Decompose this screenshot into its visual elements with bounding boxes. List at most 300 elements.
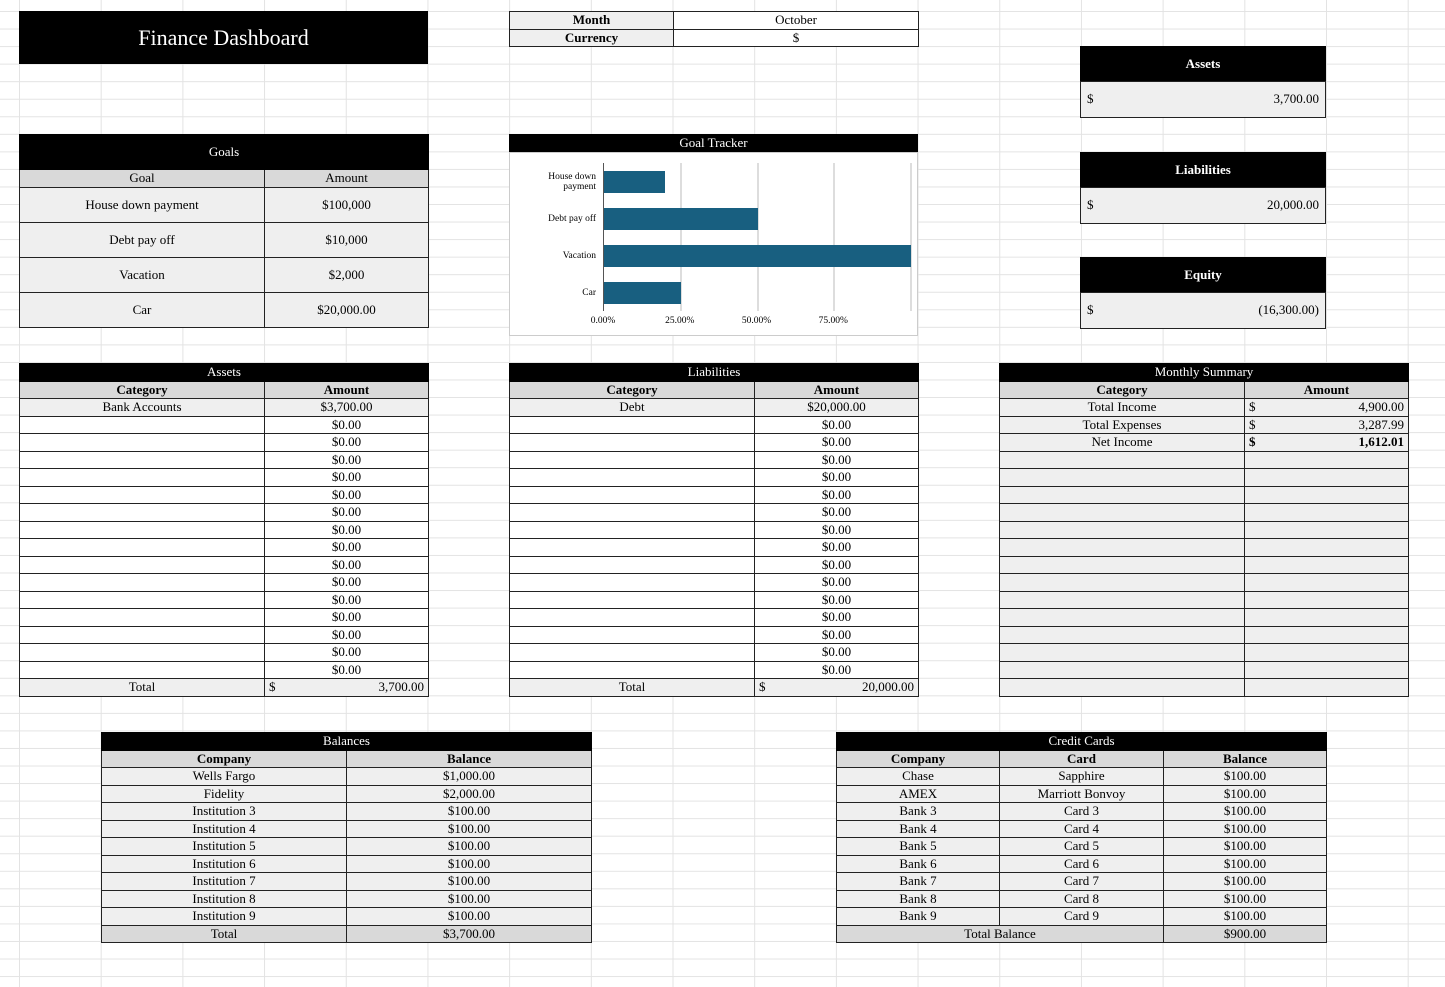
table-row [20, 504, 429, 522]
currency-symbol: $ [1249, 434, 1256, 450]
goal-row [20, 187, 429, 222]
summary-row [1000, 661, 1409, 679]
company-cell[interactable]: Bank 6 [837, 855, 1000, 873]
chart-x-tick: 25.00% [665, 316, 695, 326]
balances-col-balance: Balance [347, 750, 592, 768]
balance-row [102, 855, 592, 873]
cc-total-value[interactable]: $900.00 [1164, 925, 1327, 943]
credit-card-row [837, 820, 1327, 838]
category-cell[interactable] [510, 644, 755, 662]
assets-col-category: Category [20, 381, 265, 399]
summary-category-cell[interactable] [1000, 644, 1245, 662]
goal-amount-cell[interactable]: $20,000.00 [265, 292, 429, 327]
summary-row [1000, 399, 1409, 417]
chart-x-tick: 75.00% [818, 316, 848, 326]
summary-row [1000, 539, 1409, 557]
balance-cell[interactable]: $100.00 [1164, 820, 1327, 838]
category-cell[interactable] [20, 661, 265, 679]
balance-row [102, 873, 592, 891]
summary-amount-cell[interactable] [1245, 679, 1409, 697]
table-row [510, 556, 919, 574]
balance-cell[interactable]: $100.00 [1164, 890, 1327, 908]
card-cell[interactable]: Marriott Bonvoy [1000, 785, 1164, 803]
category-cell[interactable] [20, 416, 265, 434]
summary-category-cell[interactable] [1000, 679, 1245, 697]
summary-amount-cell[interactable] [1245, 504, 1409, 522]
amount-cell[interactable]: $0.00 [265, 591, 429, 609]
amount-cell[interactable]: $0.00 [755, 609, 919, 627]
summary-row [1000, 521, 1409, 539]
goal-row [20, 222, 429, 257]
company-cell[interactable]: Bank 7 [837, 873, 1000, 891]
amount-cell[interactable]: $0.00 [755, 591, 919, 609]
table-row [510, 469, 919, 487]
goal-amount-cell[interactable]: $100,000 [265, 187, 429, 222]
category-cell[interactable] [20, 504, 265, 522]
company-cell[interactable]: Institution 7 [102, 873, 347, 891]
balance-row [102, 908, 592, 926]
cc-col-card: Card [1000, 750, 1164, 768]
chart-x-tick: 0.00% [590, 316, 616, 326]
category-cell[interactable] [20, 609, 265, 627]
category-cell[interactable] [510, 434, 755, 452]
summary-category-cell[interactable]: Total Expenses [1000, 416, 1245, 434]
summary-category-cell[interactable] [1000, 626, 1245, 644]
category-cell[interactable] [510, 661, 755, 679]
table-row [20, 626, 429, 644]
currency-symbol: $ [269, 679, 276, 695]
amount-cell[interactable]: $0.00 [265, 556, 429, 574]
kpi-equity-value-cell[interactable] [1080, 292, 1326, 329]
card-cell[interactable]: Card 3 [1000, 803, 1164, 821]
balance-cell[interactable]: $100.00 [1164, 838, 1327, 856]
chart-category-label: Car [582, 287, 596, 298]
balance-row [102, 838, 592, 856]
category-cell[interactable]: Bank Accounts [20, 399, 265, 417]
company-cell[interactable]: Institution 9 [102, 908, 347, 926]
balance-cell[interactable]: $1,000.00 [347, 768, 592, 786]
company-cell[interactable]: Wells Fargo [102, 768, 347, 786]
category-cell[interactable] [510, 521, 755, 539]
table-row [20, 539, 429, 557]
amount-cell[interactable]: $0.00 [755, 574, 919, 592]
category-cell[interactable] [20, 521, 265, 539]
category-cell[interactable] [20, 469, 265, 487]
table-row [20, 434, 429, 452]
goal-row [20, 292, 429, 327]
chart-category-label: Vacation [562, 250, 596, 261]
kpi-assets-value-cell[interactable] [1080, 81, 1326, 118]
summary-amount-cell[interactable] [1245, 521, 1409, 539]
category-cell[interactable] [20, 591, 265, 609]
goal-progress-bar[interactable] [604, 171, 665, 193]
amount-cell[interactable]: $0.00 [755, 521, 919, 539]
table-row [20, 574, 429, 592]
table-row [510, 644, 919, 662]
card-cell[interactable]: Card 6 [1000, 855, 1164, 873]
summary-category-cell[interactable] [1000, 661, 1245, 679]
liabilities-table [509, 363, 919, 697]
balance-cell[interactable]: $100.00 [1164, 785, 1327, 803]
liabilities-total-value: 20,000.00 [862, 679, 914, 695]
table-row [20, 486, 429, 504]
category-cell[interactable] [20, 434, 265, 452]
amount-cell[interactable]: $0.00 [265, 644, 429, 662]
summary-row [1000, 609, 1409, 627]
balance-cell[interactable]: $100.00 [1164, 873, 1327, 891]
summary-row [1000, 591, 1409, 609]
goal-progress-bar[interactable] [604, 282, 681, 304]
chart-gridline [833, 163, 835, 311]
summary-row [1000, 679, 1409, 697]
amount-cell[interactable]: $0.00 [755, 626, 919, 644]
amount-cell[interactable]: $0.00 [755, 469, 919, 487]
card-cell[interactable]: Card 4 [1000, 820, 1164, 838]
table-row [20, 661, 429, 679]
amount-cell[interactable]: $0.00 [755, 644, 919, 662]
balance-cell[interactable]: $100.00 [347, 803, 592, 821]
amount-cell[interactable]: $0.00 [755, 661, 919, 679]
summary-category-cell[interactable] [1000, 591, 1245, 609]
table-row [20, 521, 429, 539]
goal-row [20, 257, 429, 292]
assets-table [19, 363, 429, 697]
category-cell[interactable] [20, 451, 265, 469]
summary-amount-cell[interactable] [1245, 661, 1409, 679]
table-row [510, 539, 919, 557]
kpi-assets-value: 3,700.00 [1273, 91, 1319, 106]
category-cell[interactable] [20, 486, 265, 504]
card-cell[interactable]: Card 7 [1000, 873, 1164, 891]
summary-category-cell[interactable]: Total Income [1000, 399, 1245, 417]
balances-total-label: Total [102, 925, 347, 943]
summary-category-cell[interactable] [1000, 609, 1245, 627]
category-cell[interactable] [20, 626, 265, 644]
balance-row [102, 803, 592, 821]
company-cell[interactable]: Bank 4 [837, 820, 1000, 838]
table-row [510, 486, 919, 504]
assets-total-label: Total [20, 679, 265, 697]
company-cell[interactable]: Institution 4 [102, 820, 347, 838]
summary-amount-value: 4,900.00 [1358, 399, 1404, 415]
liabilities-col-amount: Amount [755, 381, 919, 399]
table-row [510, 416, 919, 434]
amount-cell[interactable]: $0.00 [265, 504, 429, 522]
card-cell[interactable]: Sapphire [1000, 768, 1164, 786]
credit-card-row [837, 890, 1327, 908]
chart-gridline [757, 163, 759, 311]
credit-card-row [837, 908, 1327, 926]
category-cell[interactable] [510, 626, 755, 644]
assets-total-cell[interactable] [265, 679, 429, 697]
table-row [510, 434, 919, 452]
company-cell[interactable]: Bank 9 [837, 908, 1000, 926]
amount-cell[interactable]: $0.00 [755, 556, 919, 574]
goal-amount-cell[interactable]: $2,000 [265, 257, 429, 292]
amount-cell[interactable]: $0.00 [755, 539, 919, 557]
assets-col-amount: Amount [265, 381, 429, 399]
balance-cell[interactable]: $100.00 [1164, 768, 1327, 786]
summary-col-amount: Amount [1245, 381, 1409, 399]
table-row [510, 591, 919, 609]
goal-progress-bar[interactable] [604, 208, 758, 230]
summary-category-cell[interactable]: Net Income [1000, 434, 1245, 452]
category-cell[interactable] [510, 451, 755, 469]
balances-col-company: Company [102, 750, 347, 768]
category-cell[interactable] [510, 574, 755, 592]
company-cell[interactable]: Institution 3 [102, 803, 347, 821]
table-row [510, 521, 919, 539]
goal-progress-bar[interactable] [604, 245, 911, 267]
summary-category-cell[interactable] [1000, 556, 1245, 574]
card-cell[interactable]: Card 5 [1000, 838, 1164, 856]
amount-cell[interactable]: $0.00 [265, 609, 429, 627]
kpi-assets-label: Assets [1080, 46, 1326, 81]
table-row [20, 416, 429, 434]
summary-col-category: Category [1000, 381, 1245, 399]
company-cell[interactable]: Bank 5 [837, 838, 1000, 856]
currency-symbol: $ [1087, 91, 1094, 106]
credit-cards-title: Credit Cards [837, 733, 1327, 751]
company-cell[interactable]: Fidelity [102, 785, 347, 803]
kpi-liabilities-value-cell[interactable] [1080, 187, 1326, 224]
table-row [20, 469, 429, 487]
summary-category-cell[interactable] [1000, 521, 1245, 539]
cc-col-company: Company [837, 750, 1000, 768]
balance-cell[interactable]: $100.00 [1164, 855, 1327, 873]
summary-amount-cell[interactable] [1245, 416, 1409, 434]
table-row [510, 504, 919, 522]
currency-value[interactable]: $ [674, 29, 919, 47]
dashboard-title: Finance Dashboard [19, 11, 428, 64]
liabilities-col-category: Category [510, 381, 755, 399]
goals-col-amount: Amount [265, 170, 429, 188]
kpi-liabilities-card [1080, 152, 1326, 224]
summary-row [1000, 644, 1409, 662]
monthly-summary-table [999, 363, 1409, 697]
company-cell[interactable]: Institution 5 [102, 838, 347, 856]
currency-symbol: $ [1249, 416, 1256, 432]
amount-cell[interactable]: $0.00 [755, 451, 919, 469]
balance-cell[interactable]: $100.00 [347, 873, 592, 891]
summary-amount-cell[interactable] [1245, 609, 1409, 627]
amount-cell[interactable]: $0.00 [265, 521, 429, 539]
chart-gridline [910, 163, 912, 311]
cc-total-label: Total Balance [837, 925, 1164, 943]
balance-cell[interactable]: $100.00 [347, 855, 592, 873]
amount-cell[interactable]: $0.00 [265, 434, 429, 452]
currency-symbol: $ [1249, 399, 1256, 415]
summary-amount-cell[interactable] [1245, 626, 1409, 644]
balance-row [102, 890, 592, 908]
category-cell[interactable] [510, 539, 755, 557]
balance-row [102, 820, 592, 838]
credit-cards-table [836, 732, 1327, 943]
balance-row [102, 785, 592, 803]
summary-row [1000, 556, 1409, 574]
category-cell[interactable] [510, 504, 755, 522]
summary-category-cell[interactable] [1000, 469, 1245, 487]
liabilities-title: Liabilities [510, 364, 919, 382]
company-cell[interactable]: Bank 8 [837, 890, 1000, 908]
amount-cell[interactable]: $0.00 [265, 451, 429, 469]
kpi-equity-value: (16,300.00) [1258, 302, 1319, 317]
liabilities-total-cell[interactable] [755, 679, 919, 697]
goals-table [19, 134, 429, 328]
summary-amount-cell[interactable] [1245, 539, 1409, 557]
month-currency-table [509, 11, 919, 47]
table-row [20, 556, 429, 574]
balance-row [102, 768, 592, 786]
balance-cell[interactable]: $100.00 [347, 890, 592, 908]
category-cell[interactable] [510, 469, 755, 487]
kpi-liabilities-value: 20,000.00 [1267, 197, 1319, 212]
month-value[interactable]: October [674, 12, 919, 30]
summary-amount-cell[interactable] [1245, 469, 1409, 487]
chart-x-tick: 50.00% [741, 316, 772, 326]
table-row [20, 609, 429, 627]
amount-cell[interactable]: $0.00 [755, 416, 919, 434]
category-cell[interactable] [510, 416, 755, 434]
summary-amount-cell[interactable] [1245, 434, 1409, 452]
assets-title: Assets [20, 364, 429, 382]
amount-cell[interactable]: $0.00 [265, 416, 429, 434]
category-cell[interactable]: Debt [510, 399, 755, 417]
summary-row [1000, 626, 1409, 644]
balance-cell[interactable]: $100.00 [347, 838, 592, 856]
kpi-equity-label: Equity [1080, 257, 1326, 292]
kpi-equity-card [1080, 257, 1326, 329]
table-row [510, 661, 919, 679]
table-row [510, 626, 919, 644]
balances-total-value[interactable]: $3,700.00 [347, 925, 592, 943]
company-cell[interactable]: AMEX [837, 785, 1000, 803]
currency-label: Currency [510, 29, 674, 47]
amount-cell[interactable]: $0.00 [265, 539, 429, 557]
goal-tracker-chart[interactable] [509, 152, 918, 336]
amount-cell[interactable]: $0.00 [265, 469, 429, 487]
summary-category-cell[interactable] [1000, 539, 1245, 557]
credit-card-row [837, 785, 1327, 803]
summary-row [1000, 469, 1409, 487]
summary-amount-cell[interactable] [1245, 574, 1409, 592]
monthly-summary-title: Monthly Summary [1000, 364, 1409, 382]
balance-cell[interactable]: $100.00 [347, 820, 592, 838]
chart-category-label: House down payment [548, 171, 596, 192]
summary-amount-cell[interactable] [1245, 644, 1409, 662]
summary-amount-cell[interactable] [1245, 556, 1409, 574]
goals-col-goal: Goal [20, 170, 265, 188]
category-cell[interactable] [510, 556, 755, 574]
cc-col-balance: Balance [1164, 750, 1327, 768]
credit-card-row [837, 768, 1327, 786]
assets-total-value: 3,700.00 [378, 679, 425, 695]
kpi-assets-card [1080, 46, 1326, 118]
summary-amount-value: 3,287.99 [1358, 416, 1404, 432]
summary-amount-cell[interactable] [1245, 451, 1409, 469]
summary-category-cell[interactable] [1000, 504, 1245, 522]
balance-cell[interactable]: $100.00 [1164, 803, 1327, 821]
company-cell[interactable]: Institution 8 [102, 890, 347, 908]
goal-name-cell[interactable]: House down payment [20, 187, 265, 222]
goal-amount-cell[interactable]: $10,000 [265, 222, 429, 257]
summary-amount-cell[interactable] [1245, 591, 1409, 609]
category-cell[interactable] [20, 539, 265, 557]
category-cell[interactable] [510, 486, 755, 504]
credit-card-row [837, 855, 1327, 873]
balances-title: Balances [102, 733, 592, 751]
summary-row [1000, 451, 1409, 469]
summary-amount-cell[interactable] [1245, 486, 1409, 504]
credit-card-row [837, 803, 1327, 821]
amount-cell[interactable]: $0.00 [265, 626, 429, 644]
amount-cell[interactable]: $3,700.00 [265, 399, 429, 417]
liabilities-total-label: Total [510, 679, 755, 697]
goal-name-cell[interactable]: Debt pay off [20, 222, 265, 257]
table-row [510, 609, 919, 627]
balance-cell[interactable]: $100.00 [1164, 908, 1327, 926]
company-cell[interactable]: Institution 6 [102, 855, 347, 873]
chart-category-label: Debt pay off [548, 213, 596, 224]
category-cell[interactable] [20, 644, 265, 662]
amount-cell[interactable]: $20,000.00 [755, 399, 919, 417]
summary-amount-cell[interactable] [1245, 399, 1409, 417]
summary-row [1000, 504, 1409, 522]
amount-cell[interactable]: $0.00 [265, 486, 429, 504]
amount-cell[interactable]: $0.00 [755, 434, 919, 452]
table-row [20, 399, 429, 417]
company-cell[interactable]: Bank 3 [837, 803, 1000, 821]
category-cell[interactable] [510, 591, 755, 609]
summary-category-cell[interactable] [1000, 451, 1245, 469]
table-row [20, 591, 429, 609]
table-row [510, 451, 919, 469]
category-cell[interactable] [20, 574, 265, 592]
currency-symbol: $ [759, 679, 766, 695]
amount-cell[interactable]: $0.00 [265, 574, 429, 592]
table-row [20, 644, 429, 662]
goal-name-cell[interactable]: Car [20, 292, 265, 327]
table-row [510, 399, 919, 417]
summary-row [1000, 574, 1409, 592]
table-row [20, 451, 429, 469]
goal-tracker-title: Goal Tracker [509, 134, 918, 152]
summary-row [1000, 486, 1409, 504]
goal-name-cell[interactable]: Vacation [20, 257, 265, 292]
table-row [510, 574, 919, 592]
balance-cell[interactable]: $2,000.00 [347, 785, 592, 803]
category-cell[interactable] [20, 556, 265, 574]
card-cell[interactable]: Card 9 [1000, 908, 1164, 926]
summary-category-cell[interactable] [1000, 486, 1245, 504]
credit-card-row [837, 873, 1327, 891]
summary-row [1000, 434, 1409, 452]
card-cell[interactable]: Card 8 [1000, 890, 1164, 908]
category-cell[interactable] [510, 609, 755, 627]
amount-cell[interactable]: $0.00 [755, 504, 919, 522]
kpi-liabilities-label: Liabilities [1080, 152, 1326, 187]
amount-cell[interactable]: $0.00 [755, 486, 919, 504]
summary-category-cell[interactable] [1000, 574, 1245, 592]
amount-cell[interactable]: $0.00 [265, 661, 429, 679]
balance-cell[interactable]: $100.00 [347, 908, 592, 926]
company-cell[interactable]: Chase [837, 768, 1000, 786]
currency-symbol: $ [1087, 302, 1094, 317]
currency-symbol: $ [1087, 197, 1094, 212]
summary-amount-value: 1,612.01 [1358, 434, 1404, 450]
goals-title: Goals [20, 135, 429, 170]
summary-row [1000, 416, 1409, 434]
